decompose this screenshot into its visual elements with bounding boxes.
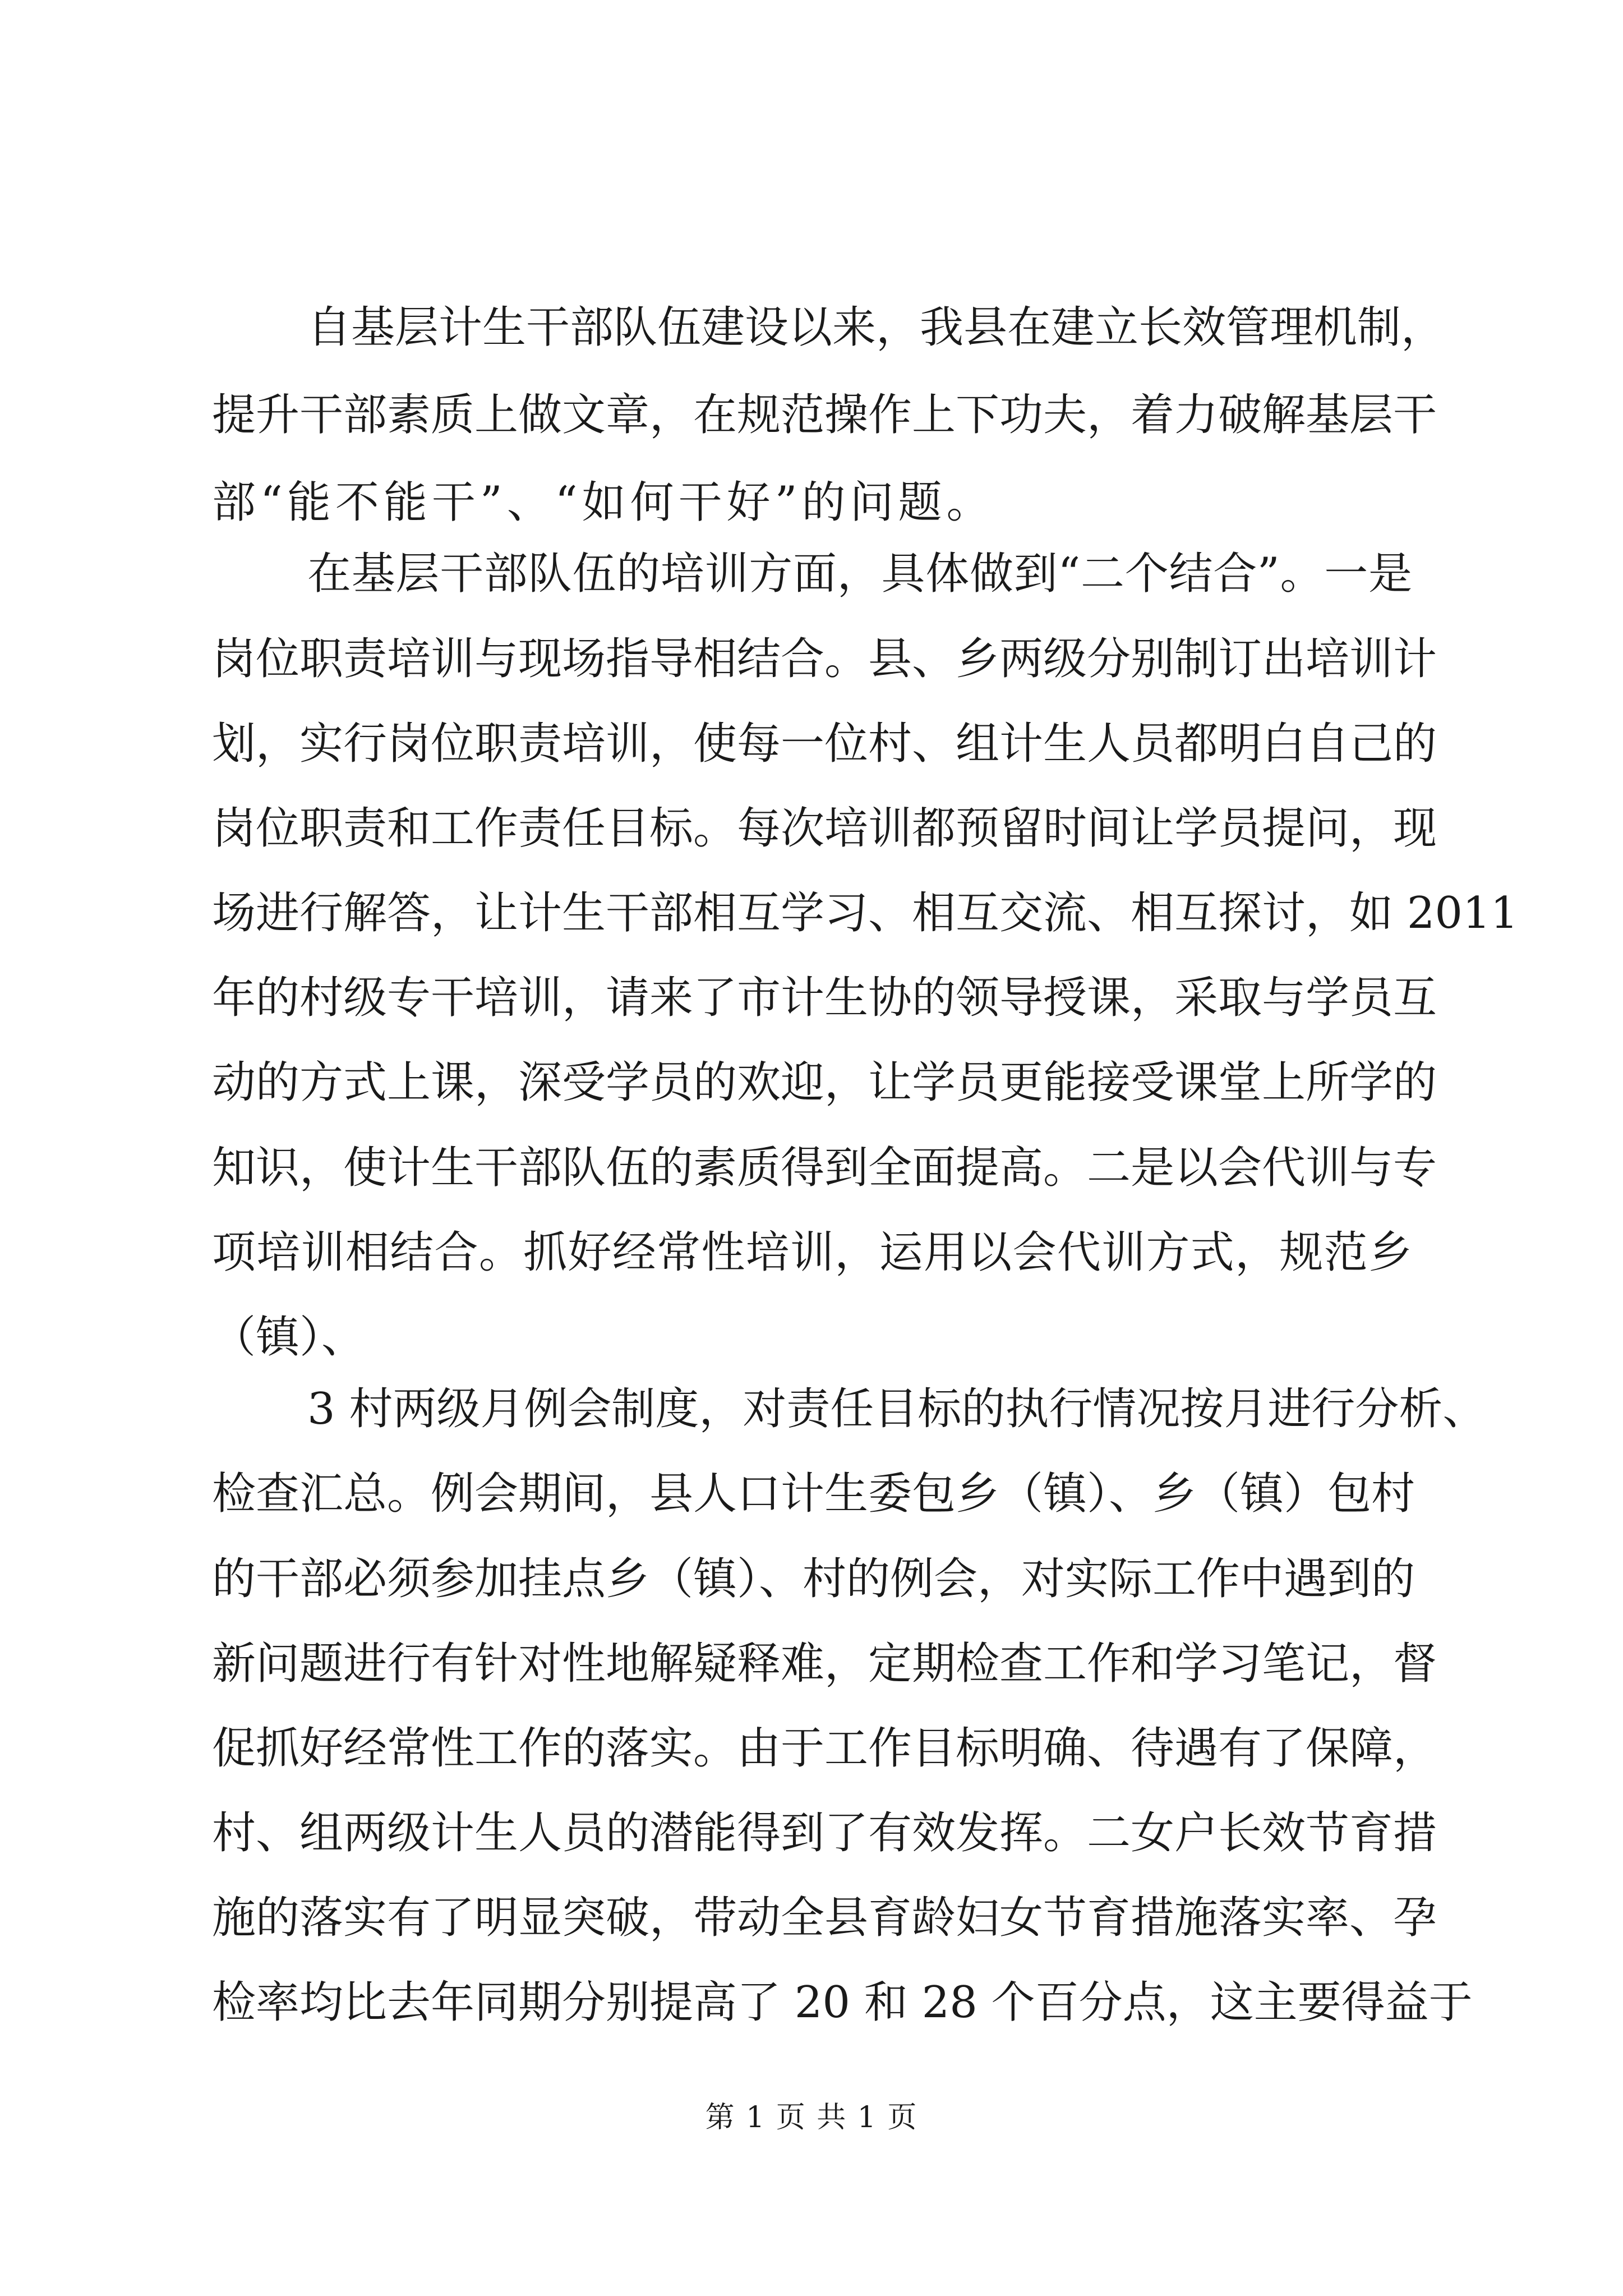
- text-line: 知识，使计生干部队伍的素质得到全面提高。二是以会代训与专: [212, 1143, 1437, 1193]
- text-line: 动的方式上课，深受学员的欢迎，让学员更能接受课堂上所学的: [212, 1057, 1437, 1108]
- text-line: 3 村两级月例会制度，对责任目标的执行情况按月进行分析、: [307, 1384, 1487, 1434]
- page-number-footer: 第 1 页 共 1 页: [705, 2101, 918, 2134]
- text-line: 部“能不能干”、“如何干好”的问题。: [212, 477, 995, 528]
- text-line: 自基层计生干部队伍建设以来，我县在建立长效管理机制，: [307, 302, 1445, 353]
- text-line: 场进行解答，让计生干部相互学习、相互交流、相互探讨，如 2011: [212, 888, 1519, 938]
- text-line: 在基层干部队伍的培训方面，具体做到“二个结合”。一是: [307, 549, 1412, 599]
- text-line: （镇）、: [212, 1312, 366, 1363]
- text-line: 的干部必须参加挂点乡（镇）、村的例会，对实际工作中遇到的: [212, 1554, 1415, 1604]
- text-line: 项培训相结合。抓好经常性培训，运用以会代训方式，规范乡: [212, 1227, 1412, 1278]
- text-line: 促抓好经常性工作的落实。由于工作目标明确、待遇有了保障，: [212, 1723, 1437, 1774]
- text-line: 岗位职责培训与现场指导相结合。县、乡两级分别制订出培训计: [212, 634, 1437, 684]
- text-line: 新问题进行有针对性地解疑释难，定期检查工作和学习笔记，督: [212, 1639, 1437, 1689]
- text-line: 检率均比去年同期分别提高了 20 和 28 个百分点，这主要得益于: [212, 1977, 1473, 2028]
- text-line: 岗位职责和工作责任目标。每次培训都预留时间让学员提问，现: [212, 803, 1437, 854]
- text-line: 年的村级专干培训，请来了市计生协的领导授课，采取与学员互: [212, 973, 1437, 1023]
- text-line: 施的落实有了明显突破，带动全县育龄妇女节育措施落实率、孕: [212, 1893, 1437, 1943]
- text-line: 检查汇总。例会期间，县人口计生委包乡（镇）、乡（镇）包村: [212, 1469, 1415, 1519]
- text-line: 划，实行岗位职责培训，使每一位村、组计生人员都明白自己的: [212, 719, 1437, 769]
- text-line: 提升干部素质上做文章，在规范操作上下功夫，着力破解基层干: [212, 390, 1437, 440]
- text-line: 村、组两级计生人员的潜能得到了有效发挥。二女户长效节育措: [212, 1808, 1437, 1858]
